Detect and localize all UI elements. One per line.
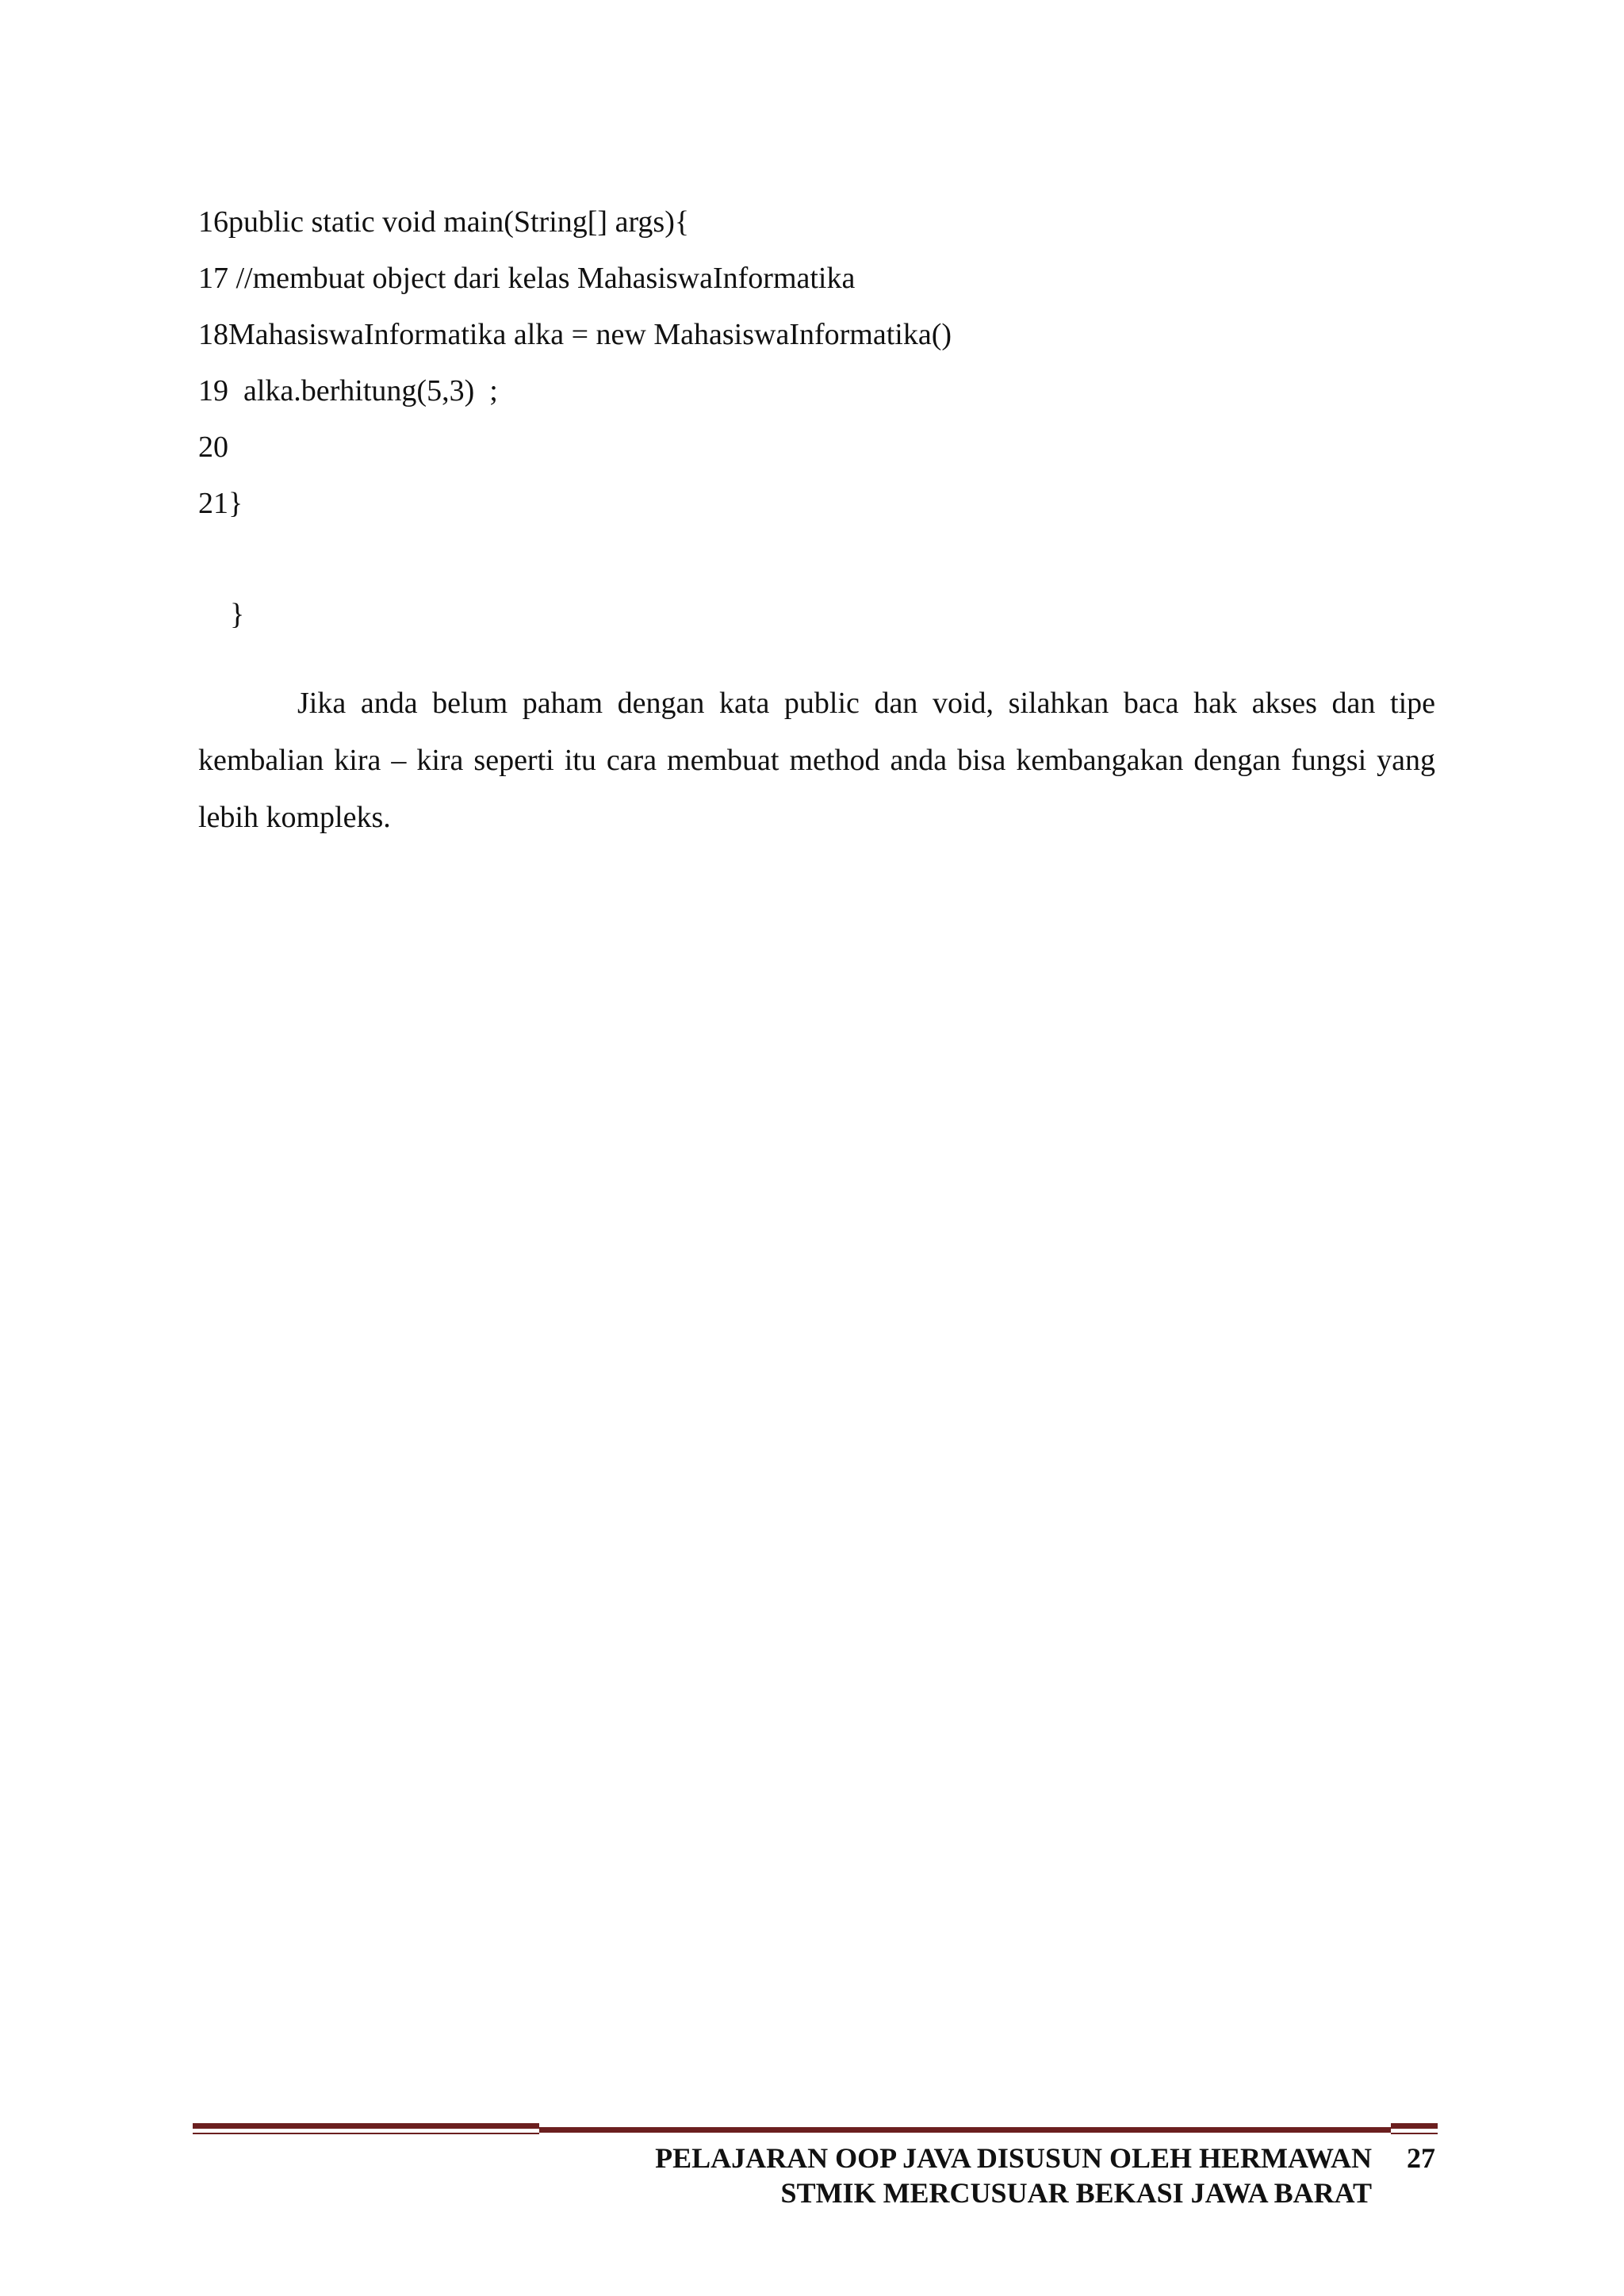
footer-rule-left	[193, 2123, 539, 2139]
footer-rule-middle	[539, 2123, 1391, 2139]
footer-title	[555, 2141, 1372, 2210]
code-line-19: 19 alka.berhitung(5,3) ;	[198, 374, 498, 408]
page-number: 27	[1407, 2142, 1435, 2174]
code-line-20: 20	[198, 430, 228, 464]
code-line-21: 21}	[198, 487, 243, 520]
footer-rule-right	[1391, 2123, 1438, 2139]
code-line-16: 16public static void main(String[] args){	[198, 205, 690, 239]
code-listing	[198, 194, 1435, 532]
code-line-18: 18MahasiswaInformatika alka = new MahasiswaInformatika()	[198, 318, 952, 351]
footer-line-2: STMIK MERCUSUAR BEKASI JAWA BARAT	[780, 2177, 1372, 2209]
code-closing-brace: }	[230, 598, 245, 631]
code-line-17: 17 //membuat object dari kelas MahasiswaInformatika	[198, 262, 856, 295]
body-paragraph: Jika anda belum paham dengan kata public dan void, silahkan baca hak akses dan tipe kembalian kira – kira seperti itu cara membuat method anda bisa kembangakan dengan fungsi yang lebih kompleks.	[198, 687, 1435, 834]
footer-line-1: PELAJARAN OOP JAVA DISUSUN OLEH HERMAWAN	[655, 2142, 1372, 2174]
